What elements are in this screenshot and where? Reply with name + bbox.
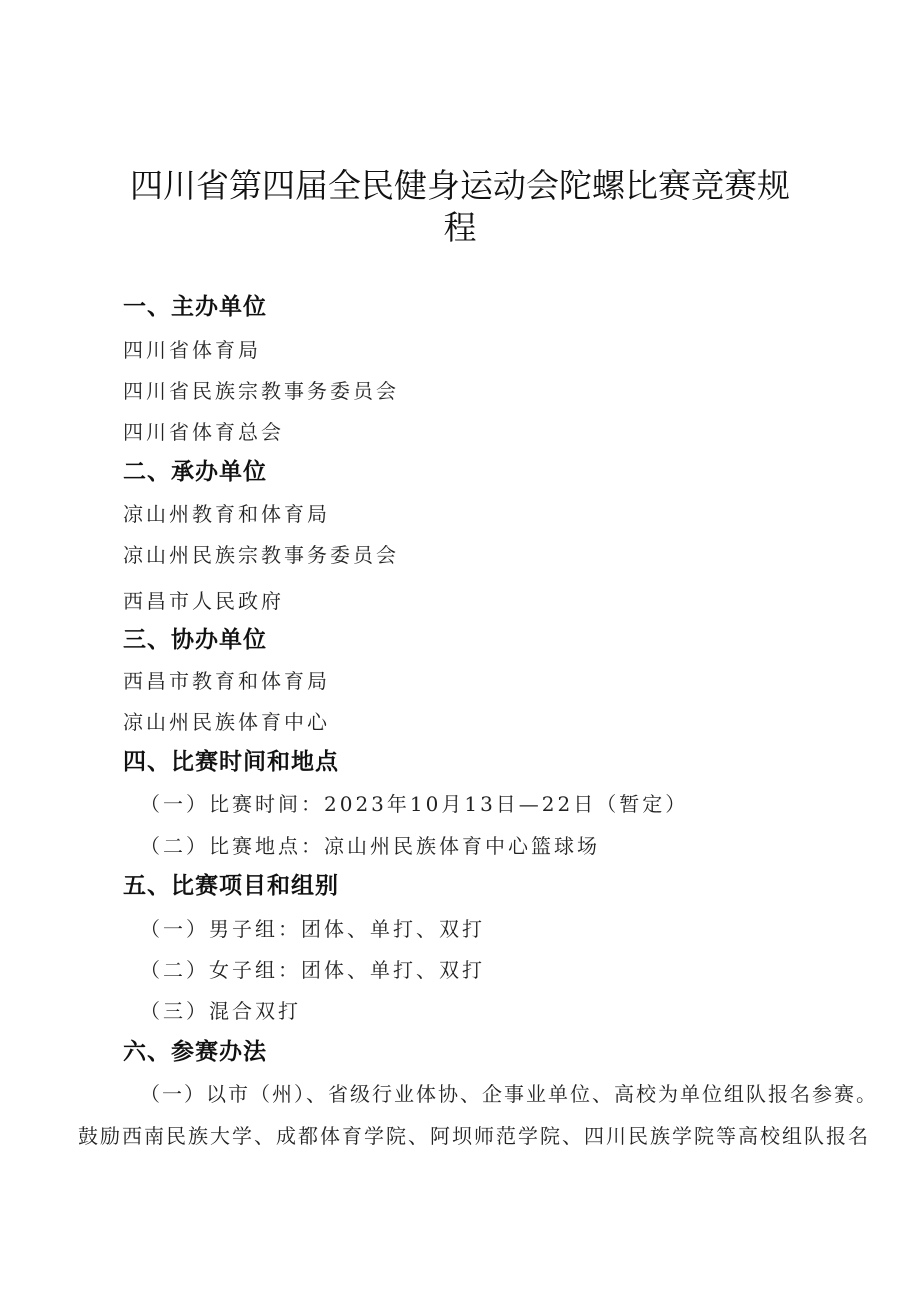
organizer-item: 四川省体育总会: [123, 420, 284, 444]
section-heading-events: 五、比赛项目和组别: [123, 873, 339, 899]
host-item: 凉山州民族宗教事务委员会: [123, 543, 399, 567]
event-item: （二）女子组：团体、单打、双打: [140, 958, 485, 982]
section-heading-co-organizers: 三、协办单位: [123, 627, 267, 653]
host-item: 凉山州教育和体育局: [123, 502, 330, 526]
co-organizer-item: 凉山州民族体育中心: [123, 710, 330, 734]
participation-rule: （一）以市（州）、省级行业体协、企事业单位、高校为单位组队报名参赛。: [140, 1082, 878, 1106]
competition-time: （一）比赛时间：2023年10月13日—22日（暂定）: [140, 792, 689, 816]
event-item: （一）男子组：团体、单打、双打: [140, 917, 485, 941]
competition-venue: （二）比赛地点：凉山州民族体育中心篮球场: [140, 834, 600, 858]
organizer-item: 四川省体育局: [123, 338, 261, 362]
participation-rule-continuation: 鼓励西南民族大学、成都体育学院、阿坝师范学院、四川民族学院等高校组队报名: [78, 1124, 870, 1148]
section-heading-time-venue: 四、比赛时间和地点: [123, 749, 339, 775]
section-heading-organizers: 一、主办单位: [123, 294, 267, 320]
document-title-continuation: 程: [443, 208, 477, 247]
section-heading-participation: 六、参赛办法: [123, 1039, 267, 1065]
document-title: 四川省第四届全民健身运动会陀螺比赛竞赛规: [130, 166, 790, 205]
event-item: （三）混合双打: [140, 999, 301, 1023]
host-item: 西昌市人民政府: [123, 589, 284, 613]
co-organizer-item: 西昌市教育和体育局: [123, 669, 330, 693]
section-heading-hosts: 二、承办单位: [123, 459, 267, 485]
organizer-item: 四川省民族宗教事务委员会: [123, 379, 399, 403]
